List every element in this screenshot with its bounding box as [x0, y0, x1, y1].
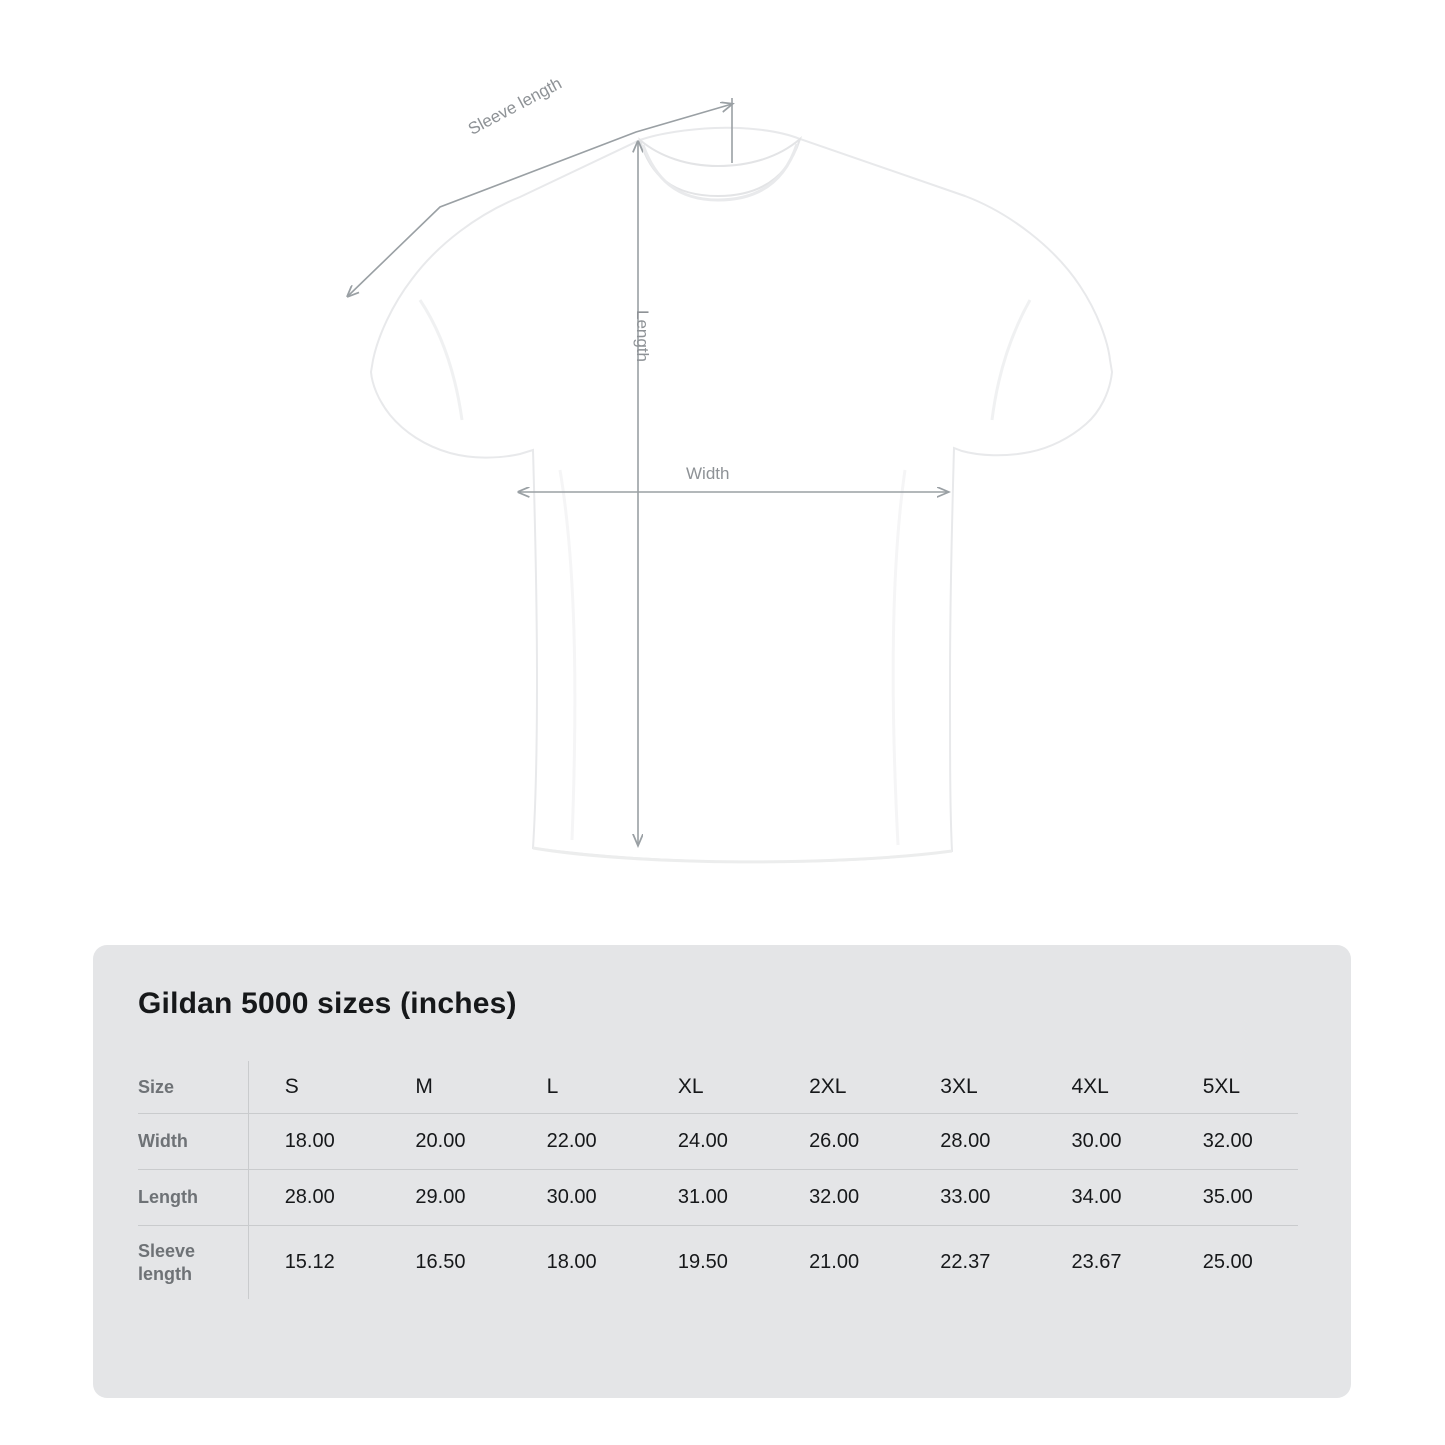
length-xl: 31.00 — [642, 1170, 773, 1226]
width-xl: 24.00 — [642, 1114, 773, 1170]
table-row — [138, 1226, 1298, 1300]
length-l: 30.00 — [511, 1170, 642, 1226]
sleeve-2xl: 21.00 — [773, 1226, 904, 1300]
table-row — [138, 1114, 1298, 1170]
size-chart-title: Gildan 5000 sizes (inches) — [138, 987, 517, 1020]
row-label-length: Length — [138, 1170, 248, 1226]
column-header-2xl: 2XL — [809, 1075, 847, 1098]
length-4xl: 34.00 — [1036, 1170, 1167, 1226]
column-header-5xl: 5XL — [1202, 1075, 1241, 1098]
width-5xl: 32.00 — [1167, 1114, 1298, 1170]
sleeve-l: 18.00 — [511, 1226, 642, 1300]
size-header: Size — [138, 1061, 248, 1114]
length-3xl: 33.00 — [904, 1170, 1035, 1226]
size-chart-card — [93, 945, 1351, 1398]
column-header-xl: XL — [677, 1075, 704, 1098]
column-header-l: L — [546, 1075, 559, 1098]
sleeve-4xl: 23.67 — [1036, 1226, 1167, 1300]
size-chart-table — [138, 1061, 1298, 1299]
width-l: 22.00 — [511, 1114, 642, 1170]
length-5xl: 35.00 — [1167, 1170, 1298, 1226]
row-label-sleeve-length: Sleeve length — [138, 1226, 248, 1300]
row-label-width: Width — [138, 1114, 248, 1170]
column-header-m: M — [415, 1075, 433, 1098]
table-row — [138, 1170, 1298, 1226]
sleeve-3xl: 22.37 — [904, 1226, 1035, 1300]
sleeve-5xl: 25.00 — [1167, 1226, 1298, 1300]
length-label: Length — [633, 310, 652, 362]
sleeve-xl: 19.50 — [642, 1226, 773, 1300]
width-4xl: 30.00 — [1036, 1114, 1167, 1170]
width-label: Width — [686, 464, 730, 483]
sleeve-m: 16.50 — [379, 1226, 510, 1300]
length-s: 28.00 — [248, 1170, 379, 1226]
column-header-s: S — [284, 1075, 299, 1098]
width-s: 18.00 — [248, 1114, 379, 1170]
column-header-4xl: 4XL — [1071, 1075, 1109, 1098]
table-header-row — [138, 1061, 1298, 1114]
length-2xl: 32.00 — [773, 1170, 904, 1226]
column-header-3xl: 3XL — [940, 1075, 978, 1098]
width-3xl: 28.00 — [904, 1114, 1035, 1170]
sleeve-length-label: Sleeve length — [465, 73, 565, 139]
width-m: 20.00 — [379, 1114, 510, 1170]
width-2xl: 26.00 — [773, 1114, 904, 1170]
length-m: 29.00 — [379, 1170, 510, 1226]
shirt-shape — [371, 128, 1112, 862]
sleeve-s: 15.12 — [248, 1226, 379, 1300]
